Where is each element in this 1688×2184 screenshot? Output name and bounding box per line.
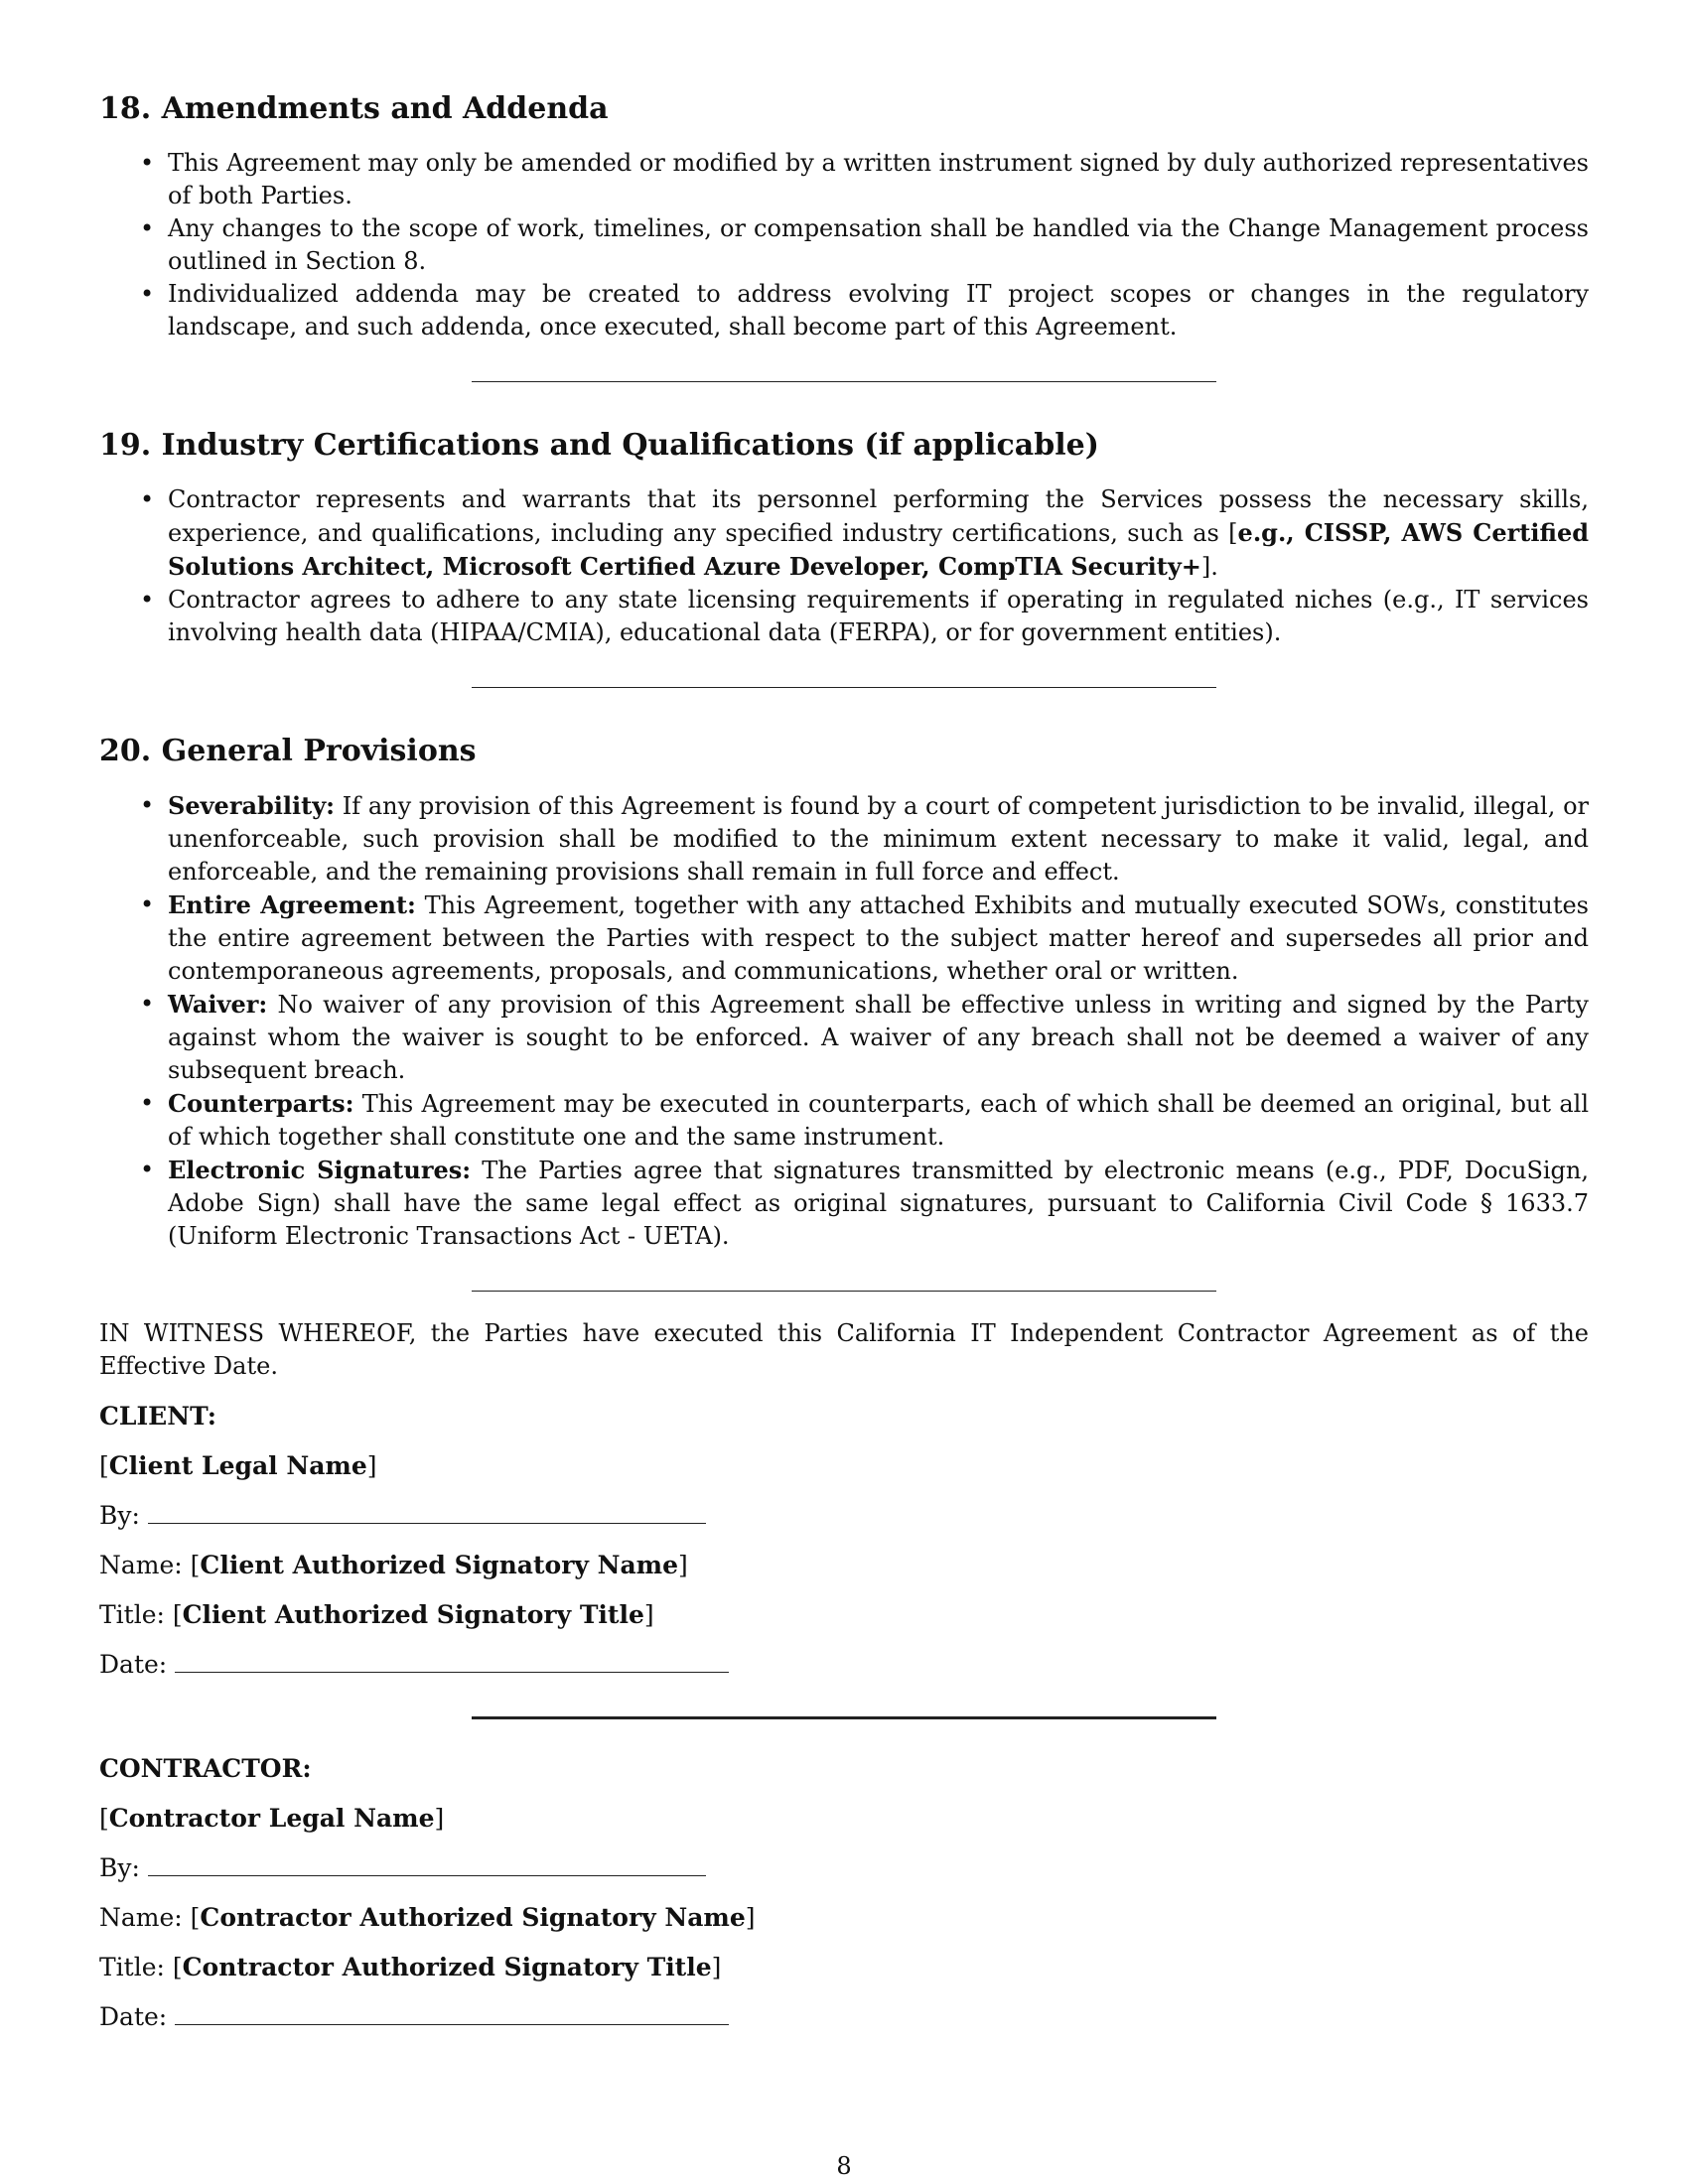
name-label: Name: — [99, 1551, 183, 1579]
client-date-line — [99, 1649, 1589, 1681]
party-divider — [472, 1716, 1216, 1719]
section-18-list — [99, 147, 1589, 343]
title-label: Title: — [99, 1600, 165, 1629]
provision-label: Entire Agreement: — [168, 890, 416, 919]
provision-label: Waiver: — [168, 990, 268, 1019]
section-20-list — [99, 789, 1589, 1253]
provision-label: Counterparts: — [168, 1089, 354, 1118]
section-divider — [472, 1291, 1216, 1292]
date-label: Date: — [99, 1650, 168, 1679]
client-signatory-title: Client Authorized Signatory Title — [182, 1600, 644, 1629]
provision-text: If any provision of this Agreement is found by a court of competent jurisdiction to be invalid, illegal, or unenforceable, such provision shall be modified to the minimum extent necessary to make it valid, legal, and enforceable, and the remaining provisions shall remain in full force and effect. — [168, 792, 1589, 886]
section-19-list — [99, 483, 1589, 649]
provision-text: This Agreement may be executed in counterparts, each of which shall be deemed an original, but all of which together shall constitute one and the same instrument. — [168, 1090, 1589, 1151]
list-item — [168, 988, 1589, 1087]
client-name-line: Name: [Client Authorized Signatory Name] — [99, 1551, 688, 1579]
contractor-signature-line[interactable] — [148, 1855, 706, 1876]
contractor-signatory-name: Contractor Authorized Signatory Name — [200, 1903, 746, 1932]
certifications-placeholder: e.g., CISSP, AWS Certified Solutions Architect, Microsoft Certified Azure Developer, CompTIA Security+ — [168, 518, 1589, 581]
contractor-date-field[interactable] — [175, 2004, 729, 2025]
by-label: By: — [99, 1853, 140, 1882]
contractor-legal-name: [Contractor Legal Name] — [99, 1804, 445, 1833]
document-page — [99, 91, 1589, 2033]
name-label: Name: — [99, 1903, 183, 1932]
list-item: • Contractor agrees to adhere to any state licensing requirements if operating in regulated niches (e.g., IT services involving health data (HIPAA/CMIA), educational data (FERPA), or for government entities). — [168, 584, 1589, 649]
provision-text: The Parties agree that signatures transmitted by electronic means (e.g., PDF, DocuSign, Adobe Sign) shall have the same legal effect as original signatures, pursuant to California Civil Code § 1633.7 (Uniform Electronic Transactions Act - UETA). — [168, 1157, 1590, 1250]
contractor-heading: CONTRACTOR: — [99, 1754, 312, 1783]
date-label: Date: — [99, 2002, 168, 2031]
client-legal-name-value: Client Legal Name — [108, 1451, 367, 1480]
client-title-line: Title: [Client Authorized Signatory Title] — [99, 1600, 654, 1629]
client-heading: CLIENT: — [99, 1402, 217, 1431]
provision-text: This Agreement, together with any attached Exhibits and mutually executed SOWs, constitutes the entire agreement between the Parties with respect to the subject matter hereof and supersedes all prior and contemporaneous agreements, proposals, and communications, whether oral or written. — [168, 891, 1590, 985]
list-item — [168, 1087, 1589, 1154]
list-item-text-end: ]. — [1200, 553, 1218, 581]
contractor-by-line — [99, 1852, 1589, 1884]
list-item — [168, 888, 1589, 988]
client-date-field[interactable] — [175, 1652, 729, 1673]
list-item: • This Agreement may only be amended or modified by a written instrument signed by duly authorized representatives of both Parties. — [168, 147, 1589, 212]
client-signatory-name: Client Authorized Signatory Name — [200, 1551, 679, 1579]
section-divider — [472, 687, 1216, 688]
by-label: By: — [99, 1501, 140, 1530]
contractor-date-line — [99, 2001, 1589, 2033]
list-item — [168, 1154, 1589, 1253]
list-item — [168, 483, 1589, 584]
title-label: Title: — [99, 1953, 165, 1981]
list-item: • Individualized addenda may be created to address evolving IT project scopes or changes in the regulatory landscape, and such addenda, once executed, shall become part of this Agreement. — [168, 278, 1589, 343]
list-item — [168, 789, 1589, 888]
provision-label: Electronic Signatures: — [168, 1156, 472, 1184]
client-signature-line[interactable] — [148, 1503, 706, 1524]
page-number: 8 — [836, 2152, 852, 2180]
contractor-title-line: Title: [Contractor Authorized Signatory Title] — [99, 1953, 722, 1981]
contractor-signatory-title: Contractor Authorized Signatory Title — [182, 1953, 712, 1981]
section-divider — [472, 381, 1216, 382]
section-20-heading: 20. General Provisions — [99, 734, 477, 768]
provision-text: No waiver of any provision of this Agreement shall be effective unless in writing and signed by the Party against whom the waiver is sought to be enforced. A waiver of any breach shall not be deemed a waiver of any subsequent breach. — [168, 991, 1589, 1084]
witness-statement: IN WITNESS WHEREOF, the Parties have executed this California IT Independent Contractor Agreement as of the Effective Date. — [99, 1319, 1589, 1380]
contractor-legal-name-value: Contractor Legal Name — [108, 1804, 435, 1833]
list-item-text: Contractor represents and warrants that its personnel performing the Services possess the necessary skills, experience, and qualifications, including any specified industry certifications, such as [ — [168, 485, 1589, 547]
contractor-name-line: Name: [Contractor Authorized Signatory Name] — [99, 1903, 756, 1932]
section-18-heading: 18. Amendments and Addenda — [99, 91, 609, 126]
client-by-line — [99, 1500, 1589, 1532]
provision-label: Severability: — [168, 791, 336, 820]
list-item: • Any changes to the scope of work, timelines, or compensation shall be handled via the Change Management process outlined in Section 8. — [168, 212, 1589, 278]
client-legal-name: [Client Legal Name] — [99, 1451, 377, 1480]
section-19-heading: 19. Industry Certifications and Qualifications (if applicable) — [99, 428, 1099, 463]
